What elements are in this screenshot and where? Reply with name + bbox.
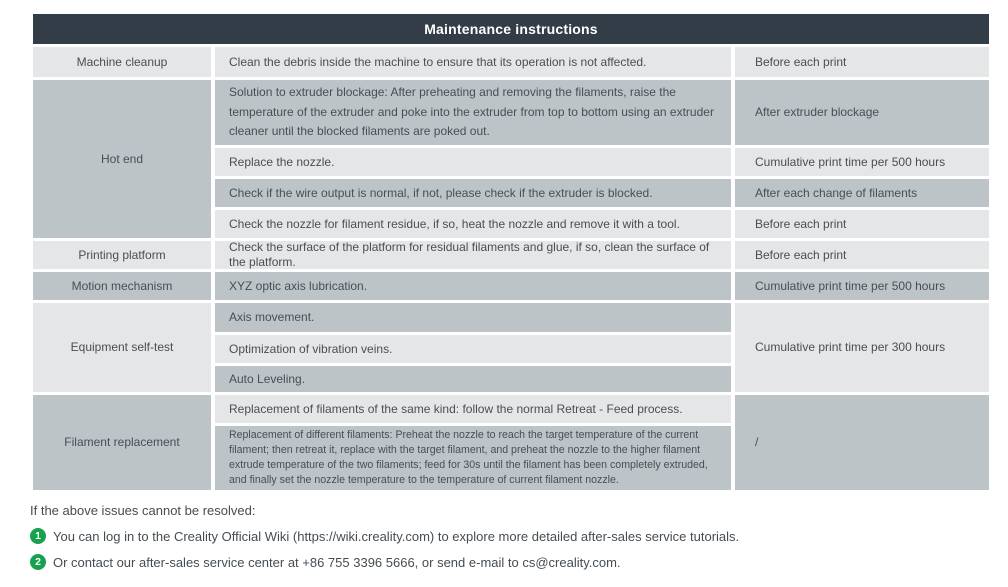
cell-instruction: Replacement of filaments of the same kind: follow the normal Retreat - Feed process. [215,395,731,423]
cell-instruction: Replacement of different filaments: Preheat the nozzle to reach the target temperature of the current filament; then retreat it, replace with the target filament, and preheat the nozzle to the higher filament extrude temperature of the two filaments; feed for 30s until the filament has been completely extruded, and finally set the nozzle temperature to the temperature of current filament nozzle. [215,426,731,490]
cell-instruction: Optimization of vibration veins. [215,335,731,363]
cell-frequency: Before each print [735,47,989,77]
number-1-badge-icon: 1 [30,528,46,544]
cell-instruction: Auto Leveling. [215,366,731,392]
maintenance-table [33,14,989,490]
cell-instruction: Solution to extruder blockage: After preheating and removing the filaments, raise the temperature of the extruder and poke into the extruder from top to bottom using an extruder cleaner until the blocked filaments are poked out. [215,80,731,145]
cell-instruction: Replace the nozzle. [215,148,731,176]
cell-instruction: XYZ optic axis lubrication. [215,272,731,300]
cell-instruction: Axis movement. [215,303,731,332]
cell-instruction: Check if the wire output is normal, if not, please check if the extruder is blocked. [215,179,731,207]
footer-note-wiki [30,528,980,544]
cell-frequency: / [735,395,989,490]
number-2-badge-icon: 2 [30,554,46,570]
footer-note-contact [30,554,980,570]
footer-notes [30,503,980,570]
cell-frequency: Before each print [735,210,989,238]
cell-frequency: Cumulative print time per 300 hours [735,303,989,392]
cell-instruction: Clean the debris inside the machine to ensure that its operation is not affected. [215,47,731,77]
cell-category-printing-platform: Printing platform [33,241,211,269]
cell-instruction: Check the nozzle for filament residue, if so, heat the nozzle and remove it with a tool. [215,210,731,238]
footer-note-text: You can log in to the Creality Official Wiki (https://wiki.creality.com) to explore more detailed after-sales service tutorials. [53,528,740,544]
cell-frequency: After extruder blockage [735,80,989,145]
cell-instruction: Check the surface of the platform for residual filaments and glue, if so, clean the surface of the platform. [215,241,731,269]
cell-frequency: Cumulative print time per 500 hours [735,272,989,300]
cell-category-hot-end: Hot end [33,80,211,238]
cell-category-equipment-self-test: Equipment self-test [33,303,211,392]
cell-category-machine-cleanup: Machine cleanup [33,47,211,77]
cell-frequency: Cumulative print time per 500 hours [735,148,989,176]
cell-frequency: After each change of filaments [735,179,989,207]
cell-frequency: Before each print [735,241,989,269]
cell-category-filament-replacement: Filament replacement [33,395,211,490]
footer-intro: If the above issues cannot be resolved: [30,503,256,518]
table-title: Maintenance instructions [33,14,989,44]
cell-category-motion-mechanism: Motion mechanism [33,272,211,300]
maintenance-grid [33,47,989,490]
footer-note-text: Or contact our after-sales service center at +86 755 3396 5666, or send e-mail to cs@creality.com. [53,554,621,570]
